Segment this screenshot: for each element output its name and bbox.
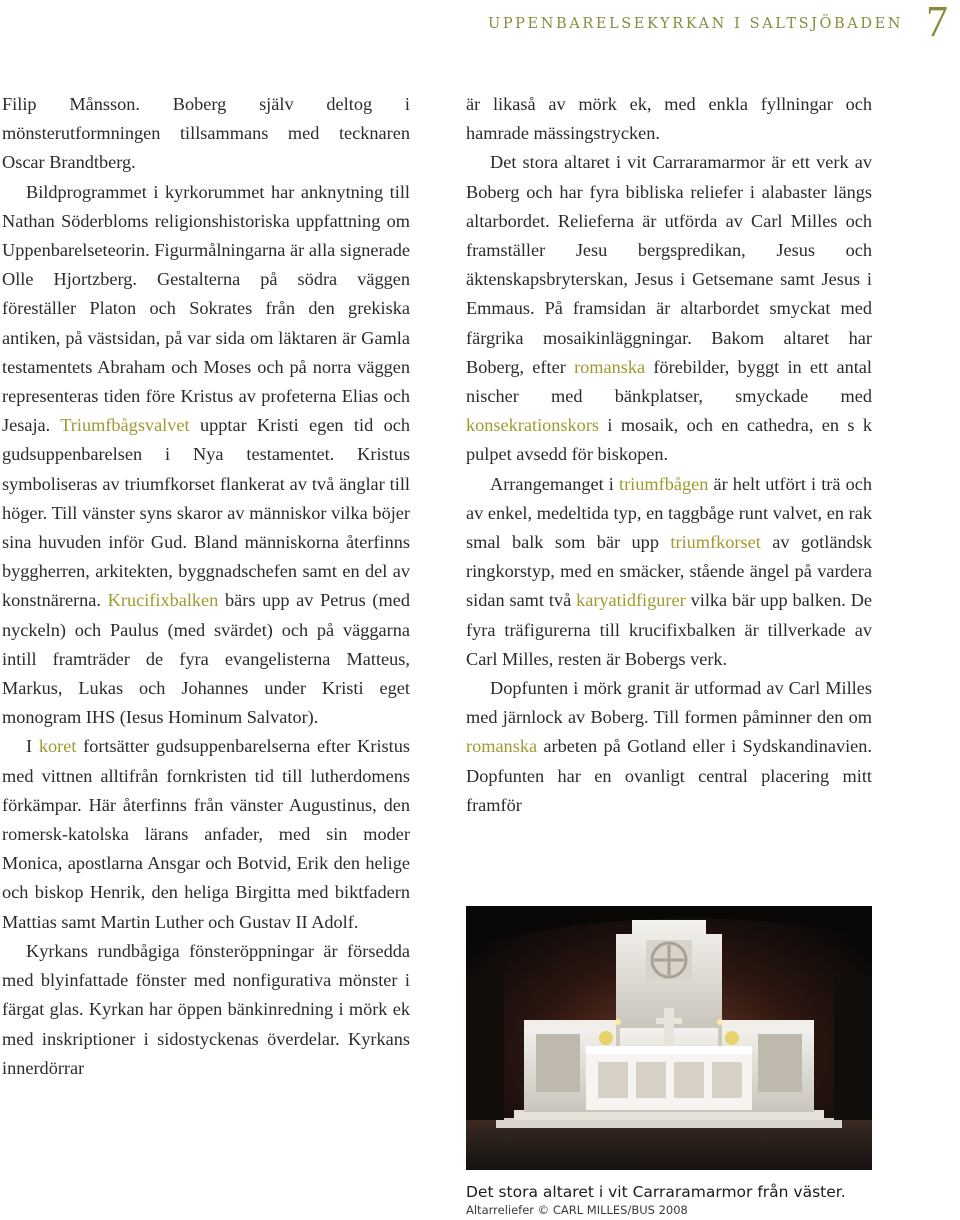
glossary-link-karyatidfigurer[interactable]: karyatidfigurer (576, 590, 686, 611)
text-run: fortsätter gudsuppenbarelserna efter Kristus med vittnen alltifrån fornkristen tid till lutherdomens förkämpar. Här återfinns från vänster Augustinus, den romersk-katolska lärans anfader, med sin moder Monica, apostlarna Ansgar och Botvid, Erik den helige och biskop Henrik, den heliga Birgitta med biktfadern Mattias samt Martin Luther och Gustav II Adolf. (2, 736, 410, 932)
text-run: Kyrkans rundbågiga fönsteröppningar är försedda med blyinfattade fönster med nonfigurativa mönster i färgat glas. Kyrkan har öppen bänkinredning i mörk ek med inskriptioner i sidostyckenas överdelar. Kyrkans innerdörrar (2, 940, 410, 1078)
text-run: arbeten på Gotland eller i Sydskandinavien. Dopfunten har en ovanligt central placering mitt framför (466, 736, 872, 815)
glossary-link-krucifixbalken[interactable]: Krucifixbalken (107, 590, 219, 611)
glossary-link-triumfkorset[interactable]: triumfkorset (670, 532, 761, 553)
paragraph (2, 90, 410, 178)
paragraph (466, 148, 872, 469)
left-text-column (2, 90, 410, 1083)
paragraph (2, 732, 410, 936)
altar-illustration (466, 906, 872, 1170)
figure-credit: Altarreliefer © CARL MILLES/BUS 2008 (466, 1203, 688, 1217)
text-run: Arrangemanget i (490, 473, 614, 494)
text-run: Filip Månsson. Boberg själv deltog i mönsterutformningen tillsammans med tecknaren Oscar Brandtberg. (2, 94, 410, 173)
paragraph (2, 178, 410, 733)
glossary-link-triumfbagsvalvet[interactable]: Triumfbågsvalvet (60, 415, 190, 436)
text-run: av gotländsk ringkorstyp, med en smäcker, stående ängel på vardera sidan samt två (466, 532, 872, 611)
text-run: Dopfunten i mörk granit är utformad av Carl Milles med järnlock av Boberg. Till formen påminner den om (466, 678, 872, 728)
glossary-link-triumfbagen[interactable]: triumfbågen (619, 473, 709, 494)
text-run: upptar Kristi egen tid och gudsuppenbarelsen i Nya testamentet. Kristus symboliseras av triumfkorset flankerat av två änglar till höger. Till vänster syns skaror av människor vilka böjer sina huvuden inför Gud. Bland människorna återfinns byggherren, arkitekten, byggnadschefen samt en del av konstnärerna. (2, 415, 410, 611)
right-text-column (466, 90, 872, 820)
altar-photo (466, 906, 872, 1170)
text-run: förebilder, byggt in ett antal nischer med bänkplatser, smyckade med (466, 356, 872, 407)
glossary-link-konsekrationskors[interactable]: konsekrationskors (466, 415, 600, 436)
text-run: är helt utfört i trä och av enkel, medeltida typ, en taggbåge runt valvet, en rak smal balk som bär upp (466, 473, 872, 553)
text-run: Det stora altaret i vit Carraramarmor är ett verk av Boberg och har fyra bibliska reliefer i alabaster längs altarbordet. Relieferna är utförda av Carl Milles och framställer Jesu bergspredikan, Jesus och äktenskapsbryterskan, Jesus i Getsemane samt Jesus i Emmaus. På framsidan är altarbordet smyckat med färgrika mosaikinläggningar. Bakom altaret har Boberg, efter (466, 152, 872, 377)
glossary-link-koret[interactable]: koret (38, 736, 77, 757)
text-run: vilka bär upp balken. De fyra träfigurerna till krucifixbalken är tillverkade av Carl Milles, resten är Bobergs verk. (466, 590, 873, 669)
paragraph (466, 90, 872, 148)
text-run: i mosaik, och en cathedra, en s k pulpet avsedd för biskopen. (466, 415, 872, 465)
running-title: UPPENBARELSEKYRKAN I SALTSJÖBADEN (488, 16, 904, 32)
text-run: Bildprogrammet i kyrkorummet har anknytning till Nathan Söderbloms religionshistoriska uppfattning om Uppenbarelseteorin. Figurmålningarna är alla signerade Olle Hjortzberg. Gestalterna på södra väggen föreställer Platon och Sokrates från den grekiska antiken, på västsidan, på var sida om läktaren är Gamla testamentets Abraham och Moses och på norra väggen representeras tiden före Kristus av profeterna Elias och Jesaja. (2, 181, 410, 436)
paragraph (466, 674, 872, 820)
paragraph (2, 937, 410, 1083)
glossary-link-romanska[interactable]: romanska (574, 356, 646, 377)
figure-caption: Det stora altaret i vit Carraramarmor från väster. (466, 1183, 846, 1201)
glossary-link-romanska-2[interactable]: romanska (466, 736, 538, 757)
text-run: är likaså av mörk ek, med enkla fyllningar och hamrade mässingstrycken. (466, 94, 872, 144)
page-number: 7 (926, 0, 948, 46)
paragraph (466, 470, 872, 674)
text-run: I (26, 736, 33, 757)
text-run: bärs upp av Petrus (med nyckeln) och Paulus (med svärdet) och på väggarna intill framträder de fyra evangelisterna Matteus, Markus, Lukas och Johannes under Kristi eget monogram IHS (Iesus Hominum Salvator). (2, 590, 410, 728)
